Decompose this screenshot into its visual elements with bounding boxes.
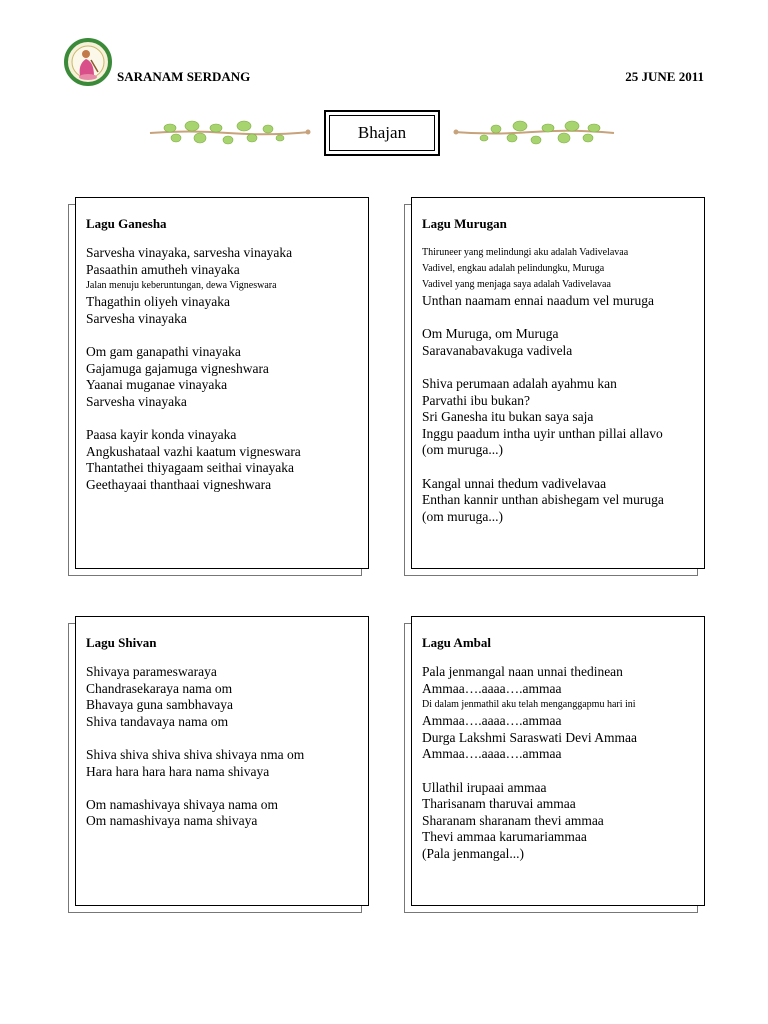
lyric-line: Shivaya parameswaraya: [86, 664, 217, 679]
vine-ornament-right: [452, 116, 616, 150]
lyric-line: Sarvesha vinayaka: [86, 393, 187, 409]
song-title: Lagu Ganesha: [86, 216, 167, 231]
lyric-line: Thantathei thiyagaam seithai vinayaka: [86, 460, 295, 476]
stanza-gap: [422, 459, 694, 476]
song-title: Lagu Murugan: [422, 216, 507, 231]
lyric-line: (Pala jenmangal...): [422, 845, 524, 861]
lyric-line: (om muruga...): [422, 442, 503, 458]
lyric-line: Ullathil irupaai ammaa: [422, 779, 547, 795]
stanza-gap: [422, 763, 694, 780]
organization-logo: [64, 38, 112, 86]
card-body: [411, 616, 705, 906]
lyric-line: Unthan naamam ennai naadum vel muruga: [422, 293, 655, 308]
lyric-line: Sarvesha vinayaka, sarvesha vinayaka: [86, 245, 293, 260]
lyric-line: Shiva tandavaya nama om: [86, 713, 229, 729]
page-title: Bhajan: [329, 115, 435, 151]
lyric-line: Parvathi ibu bukan?: [422, 392, 530, 408]
lyric-line: Pala jenmangal naan unnai thedinean: [422, 664, 623, 679]
lyric-translation: Thiruneer yang melindungi aku adalah Vadivelavaa: [422, 247, 629, 258]
lyric-line: Shiva shiva shiva shiva shivaya nma om: [86, 746, 305, 762]
lyric-line: Pasaathin amutheh vinayaka: [86, 261, 240, 277]
stanza-gap: [86, 780, 358, 797]
document-date: 25 JUNE 2011: [625, 69, 704, 84]
stanza-gap: [86, 730, 358, 747]
lyric-line: Thagathin oliyeh vinayaka: [86, 294, 230, 310]
lyric-translation: Di dalam jenmathil aku telah menganggapmu hari ini: [422, 699, 636, 711]
stanza-gap: [86, 327, 358, 344]
card-body: [411, 197, 705, 569]
song-title: Lagu Shivan: [86, 635, 157, 650]
song-card-ambal: [411, 616, 705, 906]
lyric-line: Durga Lakshmi Saraswati Devi Ammaa: [422, 729, 637, 745]
lyric-line: Yaanai muganae vinayaka: [86, 377, 228, 393]
lyric-line: Om gam ganapathi vinayaka: [86, 343, 241, 359]
lyric-line: Ammaa….aaaa….ammaa: [422, 746, 562, 762]
lyric-line: Om namashivaya shivaya nama om: [86, 796, 278, 812]
lyric-line: Enthan kannir unthan abishegam vel muruga: [422, 492, 664, 508]
lyric-line: Tharisanam tharuvai ammaa: [422, 796, 576, 812]
lyric-line: Sarvesha vinayaka: [86, 310, 187, 326]
lyric-line: Kangal unnai thedum vadivelavaa: [422, 475, 607, 491]
lyric-line: Sri Ganesha itu bukan saya saja: [422, 409, 594, 425]
lyric-line: Saravanabavakuga vadivela: [422, 342, 573, 358]
lyric-line: Angkushataal vazhi kaatum vigneswara: [86, 443, 301, 459]
card-body: [75, 616, 369, 906]
stanza-gap: [422, 359, 694, 376]
lyric-line: Sharanam sharanam thevi ammaa: [422, 812, 604, 828]
lyric-line: Om namashivaya nama shivaya: [86, 813, 258, 829]
lyric-line: Gajamuga gajamuga vigneshwara: [86, 360, 269, 376]
lyric-line: Om Muruga, om Muruga: [422, 326, 559, 342]
lyric-line: (om muruga...): [422, 508, 503, 524]
lyric-line: Chandrasekaraya nama om: [86, 680, 233, 696]
lyric-translation: Vadivel yang menjaga saya adalah Vadivelavaa: [422, 279, 611, 290]
lyric-translation: Vadivel, engkau adalah pelindungku, Muruga: [422, 263, 605, 274]
lyric-line: Paasa kayir konda vinayaka: [86, 426, 237, 442]
lyric-translation: Jalan menuju keberuntungan, dewa Vigneswara: [86, 280, 277, 292]
song-card-murugan: [411, 197, 705, 569]
organization-name: SARANAM SERDANG: [117, 69, 251, 84]
stanza-gap: [86, 410, 358, 427]
lyric-line: Shiva perumaan adalah ayahmu kan: [422, 375, 617, 391]
lyric-line: Bhavaya guna sambhavaya: [86, 697, 233, 713]
lyric-line: Hara hara hara hara nama shivaya: [86, 763, 270, 779]
lyric-line: Geethayaai thanthaai vigneshwara: [86, 476, 272, 492]
lyric-line: Inggu paadum intha uyir unthan pillai allavo: [422, 425, 663, 441]
vine-ornament-left: [148, 116, 312, 150]
lyric-line: Ammaa….aaaa….ammaa: [422, 713, 562, 729]
song-card-ganesha: [75, 197, 369, 569]
lyric-line: Ammaa….aaaa….ammaa: [422, 680, 562, 696]
song-card-shivan: [75, 616, 369, 906]
stanza-gap: [422, 310, 694, 327]
card-body: [75, 197, 369, 569]
title-box: [324, 110, 440, 156]
song-title: Lagu Ambal: [422, 635, 491, 650]
lyric-line: Thevi ammaa karumariammaa: [422, 829, 587, 845]
